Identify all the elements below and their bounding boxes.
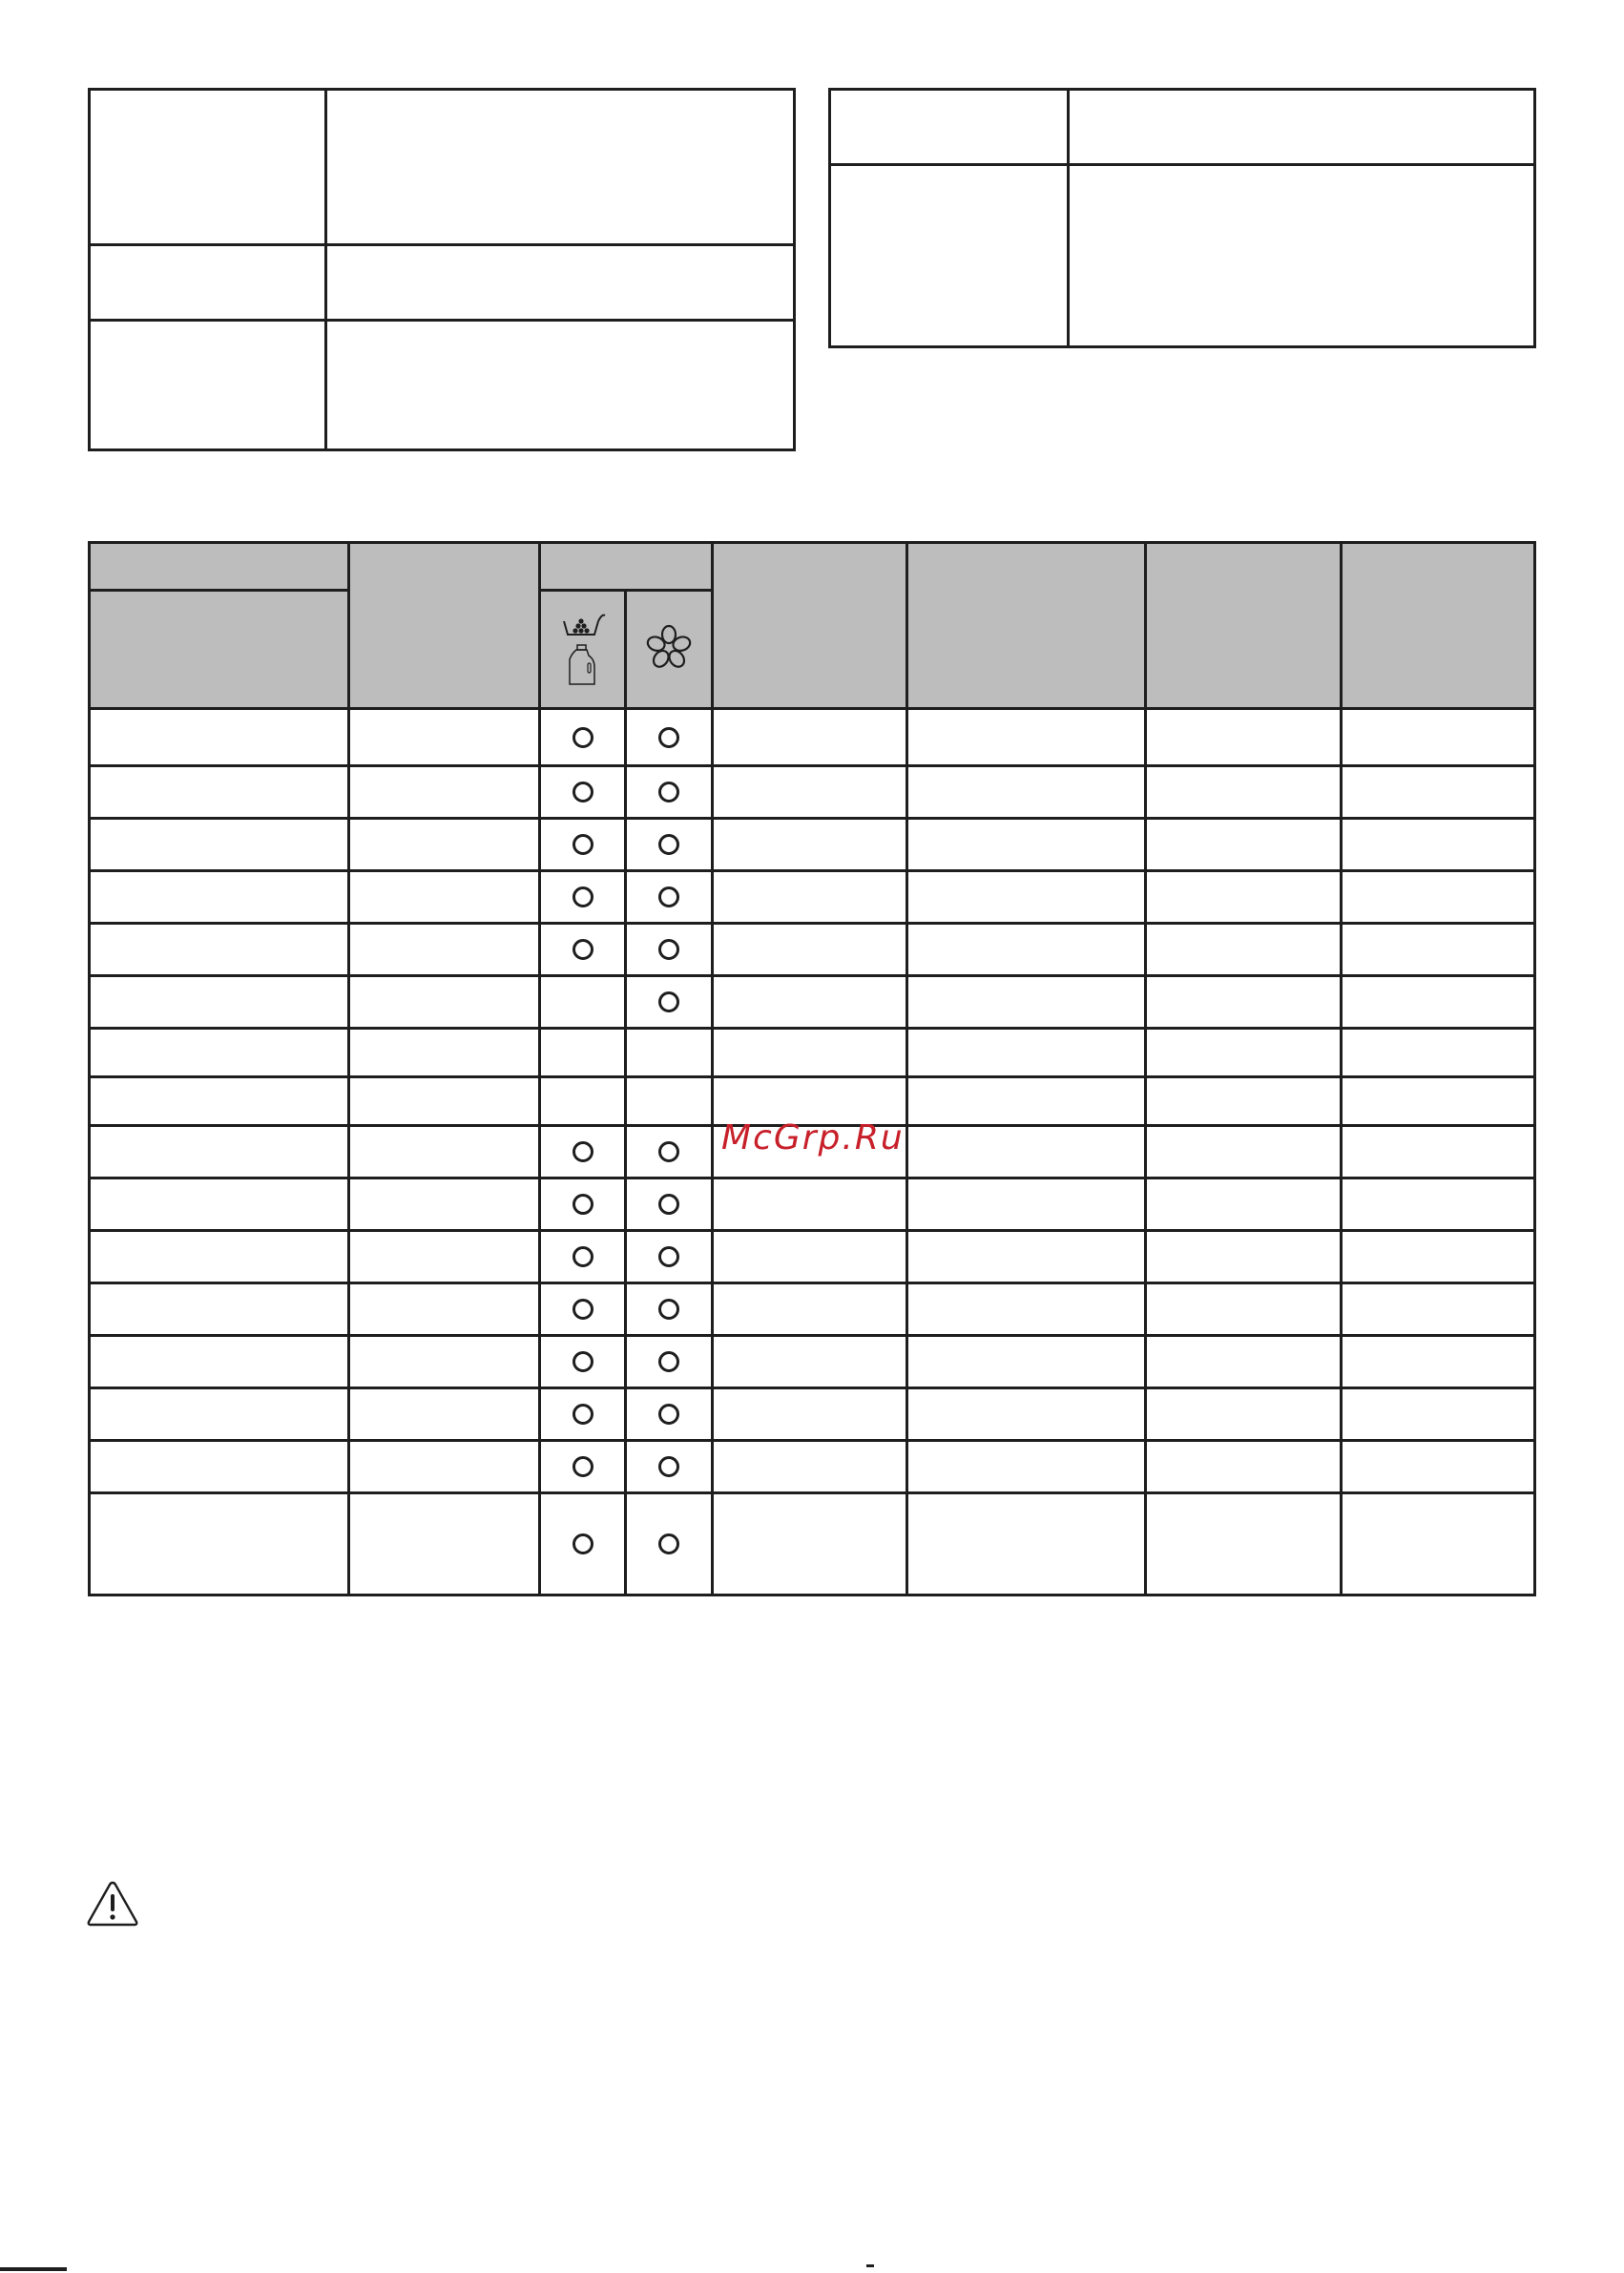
programme-cell	[90, 1336, 349, 1388]
softener-mark-cell	[626, 1029, 713, 1077]
programme-cell	[1146, 766, 1342, 819]
programme-cell	[90, 976, 349, 1029]
circle-option-icon	[658, 1456, 679, 1477]
programme-cell	[907, 1231, 1146, 1283]
programme-cell	[90, 819, 349, 871]
fabric-softener-flower-icon	[646, 624, 692, 672]
programme-cell	[349, 819, 540, 871]
programme-cell	[1342, 1029, 1535, 1077]
watermark: McGrp.Ru	[721, 1118, 905, 1157]
header-softener-cell	[626, 591, 713, 709]
info-table-right	[828, 88, 1536, 348]
circle-option-icon	[658, 886, 679, 907]
programme-cell	[907, 709, 1146, 766]
info-value-cell	[326, 321, 795, 450]
programme-cell	[1146, 1441, 1342, 1493]
softener-mark-cell	[626, 1077, 713, 1126]
circle-option-icon	[573, 834, 593, 855]
header-cell	[907, 543, 1146, 709]
programme-row	[90, 1231, 1535, 1283]
programme-cell	[90, 924, 349, 976]
softener-mark-cell	[626, 1178, 713, 1231]
softener-mark-cell	[626, 1283, 713, 1336]
detergent-mark-cell	[540, 1493, 626, 1595]
programme-row	[90, 976, 1535, 1029]
programme-cell	[90, 766, 349, 819]
programme-cell	[1342, 1336, 1535, 1388]
programme-cell	[1146, 819, 1342, 871]
info-table-left	[88, 88, 796, 451]
programme-cell	[349, 766, 540, 819]
programme-cell	[1342, 1231, 1535, 1283]
detergent-mark-cell	[540, 709, 626, 766]
header-group-cell	[540, 543, 713, 591]
info-label-cell	[90, 90, 326, 245]
circle-option-icon	[573, 1533, 593, 1554]
programme-cell	[1146, 1126, 1342, 1178]
detergent-powder-bottle-icon	[560, 610, 606, 686]
info-row	[830, 165, 1535, 347]
programme-cell	[713, 819, 907, 871]
softener-mark-cell	[626, 1441, 713, 1493]
detergent-mark-cell	[540, 819, 626, 871]
softener-mark-cell	[626, 924, 713, 976]
circle-option-icon	[658, 1351, 679, 1372]
softener-mark-cell	[626, 1493, 713, 1595]
programme-cell	[907, 819, 1146, 871]
circle-option-icon	[658, 1194, 679, 1215]
programme-cell	[1342, 1126, 1535, 1178]
circle-option-icon	[573, 1456, 593, 1477]
programme-cell	[349, 709, 540, 766]
programme-row	[90, 1388, 1535, 1441]
circle-option-icon	[573, 727, 593, 748]
programme-cell	[90, 1493, 349, 1595]
programme-cell	[90, 1441, 349, 1493]
programme-cell	[349, 1231, 540, 1283]
programme-cell	[713, 1178, 907, 1231]
header-cell	[349, 543, 540, 709]
programme-cell	[713, 1441, 907, 1493]
circle-option-icon	[573, 1246, 593, 1267]
programme-cell	[1342, 1077, 1535, 1126]
programme-cell	[349, 1029, 540, 1077]
programme-cell	[713, 1493, 907, 1595]
programme-cell	[349, 1441, 540, 1493]
detergent-mark-cell	[540, 1077, 626, 1126]
programme-cell	[1146, 1493, 1342, 1595]
programme-cell	[1342, 766, 1535, 819]
programme-cell	[1146, 1231, 1342, 1283]
programme-cell	[90, 1231, 349, 1283]
programme-cell	[1146, 1388, 1342, 1441]
programme-row	[90, 1178, 1535, 1231]
programme-row	[90, 766, 1535, 819]
programme-table-header	[90, 543, 1535, 709]
info-value-cell	[1069, 90, 1535, 165]
programme-cell	[90, 871, 349, 924]
circle-option-icon	[573, 939, 593, 960]
programme-cell	[907, 1283, 1146, 1336]
programme-cell	[1146, 1283, 1342, 1336]
detergent-mark-cell	[540, 1388, 626, 1441]
programme-cell	[1146, 1077, 1342, 1126]
programme-cell	[1342, 871, 1535, 924]
programme-row	[90, 1029, 1535, 1077]
programme-cell	[713, 1336, 907, 1388]
warning-triangle-icon	[86, 1880, 139, 1928]
info-row	[90, 245, 795, 321]
header-cell	[90, 591, 349, 709]
detergent-mark-cell	[540, 1029, 626, 1077]
programme-cell	[907, 1388, 1146, 1441]
softener-mark-cell	[626, 709, 713, 766]
programme-cell	[1342, 976, 1535, 1029]
programme-cell	[349, 1336, 540, 1388]
circle-option-icon	[658, 1299, 679, 1320]
programme-cell	[713, 1283, 907, 1336]
circle-option-icon	[658, 782, 679, 803]
programme-cell	[90, 709, 349, 766]
programme-cell	[1146, 924, 1342, 976]
programme-cell	[907, 976, 1146, 1029]
detergent-mark-cell	[540, 924, 626, 976]
circle-option-icon	[573, 886, 593, 907]
info-label-cell	[90, 245, 326, 321]
programme-row	[90, 1336, 1535, 1388]
softener-mark-cell	[626, 819, 713, 871]
programme-cell	[1146, 1029, 1342, 1077]
programme-cell	[713, 766, 907, 819]
circle-option-icon	[573, 1141, 593, 1162]
programme-cell	[713, 976, 907, 1029]
circle-option-icon	[573, 1194, 593, 1215]
programme-cell	[90, 1126, 349, 1178]
programme-cell	[713, 1029, 907, 1077]
programme-cell	[1342, 1493, 1535, 1595]
programme-cell	[1342, 709, 1535, 766]
programme-cell	[907, 1336, 1146, 1388]
programme-row	[90, 924, 1535, 976]
circle-option-icon	[658, 991, 679, 1012]
programme-cell	[1342, 1283, 1535, 1336]
programme-cell	[907, 1029, 1146, 1077]
programme-cell	[1342, 819, 1535, 871]
programme-cell	[90, 1388, 349, 1441]
detergent-mark-cell	[540, 976, 626, 1029]
programme-cell	[713, 1388, 907, 1441]
programme-cell	[90, 1283, 349, 1336]
programme-cell	[713, 709, 907, 766]
programme-cell	[907, 871, 1146, 924]
softener-mark-cell	[626, 1336, 713, 1388]
circle-option-icon	[658, 1533, 679, 1554]
programme-cell	[907, 924, 1146, 976]
info-row	[830, 90, 1535, 165]
programme-cell	[907, 1441, 1146, 1493]
circle-option-icon	[573, 782, 593, 803]
programme-cell	[90, 1077, 349, 1126]
circle-option-icon	[658, 727, 679, 748]
circle-option-icon	[658, 1141, 679, 1162]
circle-option-icon	[658, 1404, 679, 1425]
programme-cell	[349, 1283, 540, 1336]
programme-cell	[349, 1493, 540, 1595]
softener-mark-cell	[626, 1388, 713, 1441]
circle-option-icon	[573, 1299, 593, 1320]
info-label-cell	[90, 321, 326, 450]
programme-row	[90, 871, 1535, 924]
softener-mark-cell	[626, 1231, 713, 1283]
programme-row	[90, 709, 1535, 766]
programme-cell	[907, 766, 1146, 819]
header-cell	[1342, 543, 1535, 709]
detergent-mark-cell	[540, 1283, 626, 1336]
programme-cell	[90, 1178, 349, 1231]
circle-option-icon	[658, 1246, 679, 1267]
programme-cell	[90, 1029, 349, 1077]
page-corner-rule	[0, 2267, 67, 2271]
programme-cell	[907, 1493, 1146, 1595]
programme-cell	[713, 924, 907, 976]
programme-cell	[1342, 1388, 1535, 1441]
softener-mark-cell	[626, 871, 713, 924]
circle-option-icon	[658, 939, 679, 960]
programme-cell	[1342, 924, 1535, 976]
circle-option-icon	[573, 1404, 593, 1425]
detergent-mark-cell	[540, 1178, 626, 1231]
info-label-cell	[830, 165, 1069, 347]
info-value-cell	[326, 90, 795, 245]
programme-cell	[1342, 1441, 1535, 1493]
programme-cell	[349, 871, 540, 924]
programme-row	[90, 1493, 1535, 1595]
programme-row	[90, 819, 1535, 871]
programme-table	[88, 541, 1536, 1596]
programme-cell	[1146, 1178, 1342, 1231]
programme-cell	[349, 1388, 540, 1441]
programme-cell	[713, 1231, 907, 1283]
programme-cell	[907, 1126, 1146, 1178]
programme-cell	[349, 1178, 540, 1231]
programme-row	[90, 1283, 1535, 1336]
info-value-cell	[326, 245, 795, 321]
header-cell	[1146, 543, 1342, 709]
programme-cell	[1342, 1178, 1535, 1231]
programme-row	[90, 1441, 1535, 1493]
info-value-cell	[1069, 165, 1535, 347]
programme-cell	[349, 976, 540, 1029]
programme-cell	[1146, 871, 1342, 924]
programme-cell	[1146, 976, 1342, 1029]
info-row	[90, 321, 795, 450]
info-label-cell	[830, 90, 1069, 165]
detergent-mark-cell	[540, 871, 626, 924]
programme-cell	[1146, 709, 1342, 766]
page-footer-mark	[866, 2264, 874, 2267]
detergent-mark-cell	[540, 1231, 626, 1283]
programme-cell	[1146, 1336, 1342, 1388]
detergent-mark-cell	[540, 1126, 626, 1178]
header-detergent-cell	[540, 591, 626, 709]
programme-cell	[713, 871, 907, 924]
detergent-mark-cell	[540, 1336, 626, 1388]
softener-mark-cell	[626, 976, 713, 1029]
programme-cell	[907, 1178, 1146, 1231]
header-cell	[90, 543, 349, 591]
circle-option-icon	[658, 834, 679, 855]
info-row	[90, 90, 795, 245]
programme-cell	[349, 924, 540, 976]
softener-mark-cell	[626, 766, 713, 819]
header-cell	[713, 543, 907, 709]
programme-cell	[349, 1126, 540, 1178]
programme-cell	[349, 1077, 540, 1126]
detergent-mark-cell	[540, 766, 626, 819]
circle-option-icon	[573, 1351, 593, 1372]
softener-mark-cell	[626, 1126, 713, 1178]
programme-cell	[907, 1077, 1146, 1126]
detergent-mark-cell	[540, 1441, 626, 1493]
